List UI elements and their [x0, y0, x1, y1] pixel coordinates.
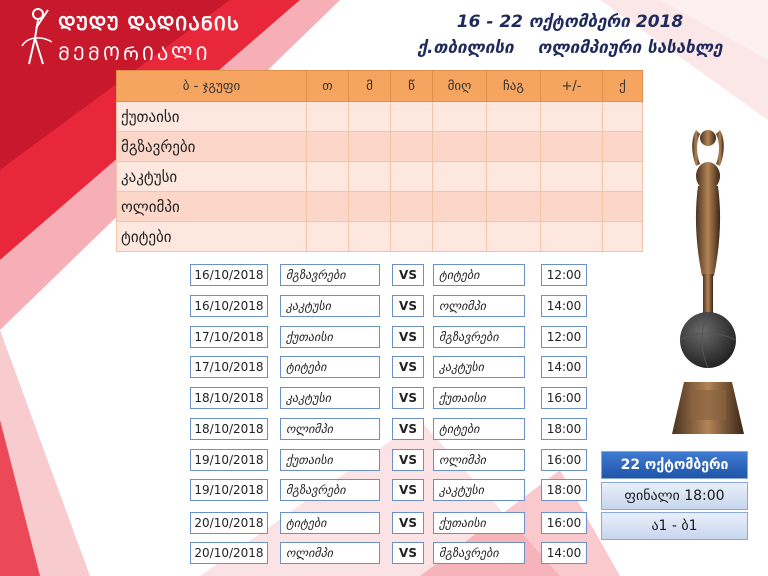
match-time: 12:00 [541, 326, 587, 348]
match-team-home: მგზავრები [280, 264, 380, 286]
match-row [0, 418, 768, 440]
match-team-away: კაკტუსი [433, 479, 525, 501]
match-team-home: ოლიმპი [280, 418, 380, 440]
table-row [117, 222, 643, 252]
match-vs: VS [392, 356, 424, 378]
column-lost: წ [391, 71, 433, 102]
match-date: 16/10/2018 [190, 295, 268, 317]
match-date: 16/10/2018 [190, 264, 268, 286]
match-team-home: ქუთაისი [280, 326, 380, 348]
match-team-away: ქუთაისი [433, 512, 525, 534]
team-name: კაკტუსი [117, 162, 307, 192]
match-vs: VS [392, 479, 424, 501]
match-row [0, 295, 768, 317]
match-team-away: კაკტუსი [433, 356, 525, 378]
basketball-player-icon [18, 6, 56, 68]
table-row [117, 132, 643, 162]
match-team-away: ქუთაისი [433, 387, 525, 409]
logo-subtitle: ᲛᲔᲛᲝᲠᲘᲐᲚᲘ [58, 43, 211, 65]
team-name: მგზავრები [117, 132, 307, 162]
column-scored: მიღ [433, 71, 487, 102]
match-time: 16:00 [541, 512, 587, 534]
match-time: 14:00 [541, 295, 587, 317]
match-vs: VS [392, 295, 424, 317]
match-team-home: კაკტუსი [280, 387, 380, 409]
match-time: 14:00 [541, 356, 587, 378]
tournament-location [380, 38, 760, 58]
table-row [117, 162, 643, 192]
standings-table [116, 70, 643, 252]
match-vs: VS [392, 264, 424, 286]
standings-header-row [117, 71, 643, 102]
match-team-home: ქუთაისი [280, 449, 380, 471]
team-name: ოლიმპი [117, 192, 307, 222]
table-row [117, 102, 643, 132]
column-won: მ [349, 71, 391, 102]
match-team-away: ოლიმპი [433, 295, 525, 317]
match-vs: VS [392, 542, 424, 564]
table-row [117, 192, 643, 222]
match-team-home: ტიტები [280, 356, 380, 378]
column-conceded: ჩაგ [487, 71, 541, 102]
match-vs: VS [392, 387, 424, 409]
match-date: 20/10/2018 [190, 512, 268, 534]
match-team-home: ოლიმპი [280, 542, 380, 564]
final-pairing: ა1 - ბ1 [601, 512, 748, 540]
final-date: 22 ოქტომბერი [601, 451, 748, 479]
match-team-home: მგზავრები [280, 479, 380, 501]
match-date: 19/10/2018 [190, 449, 268, 471]
column-diff: +/- [541, 71, 603, 102]
logo [18, 6, 258, 68]
match-team-away: ტიტები [433, 264, 525, 286]
match-date: 20/10/2018 [190, 542, 268, 564]
match-time: 18:00 [541, 479, 587, 501]
match-team-away: მგზავრები [433, 326, 525, 348]
match-row [0, 264, 768, 286]
column-played: თ [307, 71, 349, 102]
team-name: ქუთაისი [117, 102, 307, 132]
match-row [0, 387, 768, 409]
match-team-home: კაკტუსი [280, 295, 380, 317]
match-date: 17/10/2018 [190, 326, 268, 348]
column-points: ქ [603, 71, 643, 102]
match-row [0, 542, 768, 564]
column-group: ბ - ჯგუფი [117, 71, 307, 102]
logo-title: ᲓᲣᲓᲣ ᲓᲐᲓᲘᲐᲜᲘᲡ [58, 13, 240, 35]
team-name: ტიტები [117, 222, 307, 252]
match-row [0, 326, 768, 348]
match-date: 18/10/2018 [190, 387, 268, 409]
match-date: 17/10/2018 [190, 356, 268, 378]
tournament-dates: 16 - 22 ოქტომბერი 2018 [456, 12, 684, 32]
city-label: ქ.თბილისი [417, 38, 514, 58]
match-time: 12:00 [541, 264, 587, 286]
match-team-home: ტიტები [280, 512, 380, 534]
match-team-away: ტიტები [433, 418, 525, 440]
match-date: 19/10/2018 [190, 479, 268, 501]
match-vs: VS [392, 512, 424, 534]
match-vs: VS [392, 418, 424, 440]
match-time: 16:00 [541, 387, 587, 409]
match-vs: VS [392, 449, 424, 471]
match-row [0, 356, 768, 378]
final-title: ფინალი 18:00 [601, 482, 748, 510]
match-time: 16:00 [541, 449, 587, 471]
match-team-away: მგზავრები [433, 542, 525, 564]
match-team-away: ოლიმპი [433, 449, 525, 471]
trophy-icon [666, 126, 750, 438]
venue-label: ოლიმპიური სასახლე [537, 38, 723, 58]
match-time: 14:00 [541, 542, 587, 564]
match-vs: VS [392, 326, 424, 348]
match-date: 18/10/2018 [190, 418, 268, 440]
match-time: 18:00 [541, 418, 587, 440]
